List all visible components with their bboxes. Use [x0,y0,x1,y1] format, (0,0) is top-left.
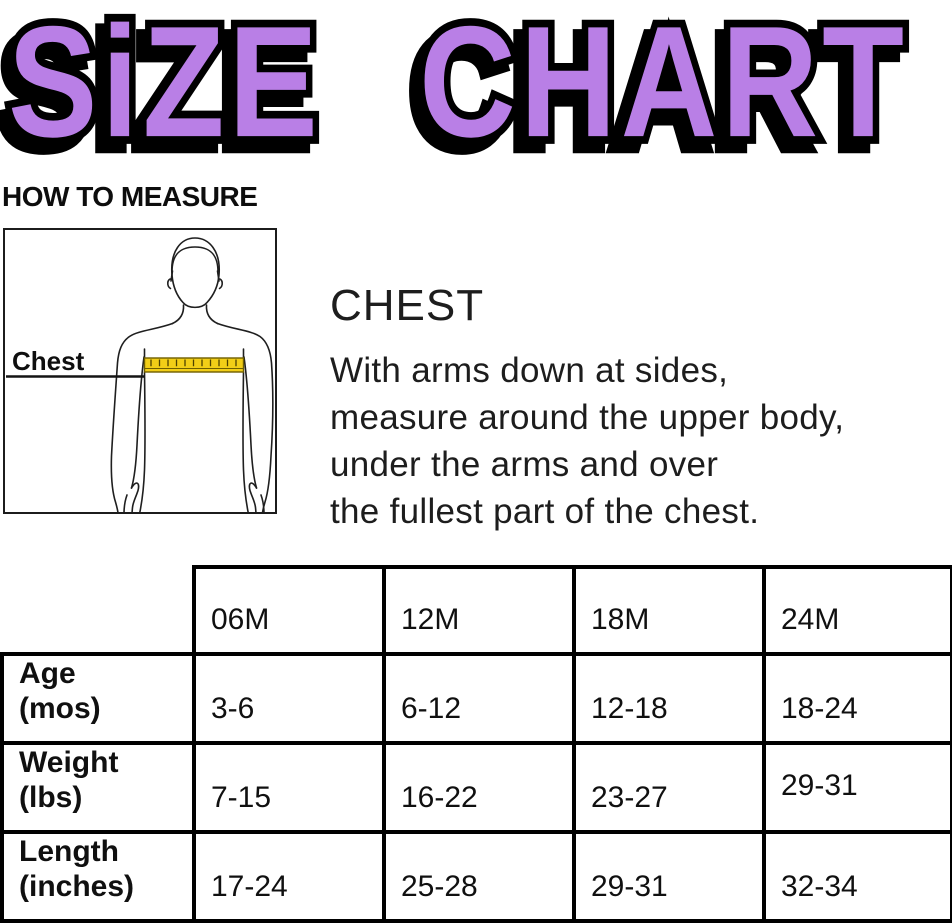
table-cell: 6-12 [384,654,574,743]
row-label-length [2,832,194,921]
row-label-unit: (inches) [19,870,135,903]
row-label-text: Length [19,835,119,868]
instruction-line: measure around the upper body, [330,398,845,437]
page-title: SiZE CHART SiZE CHART SiZE CHART [8,4,908,162]
table-corner-cell [2,567,194,654]
row-label-unit: (lbs) [19,781,83,814]
table-row-age [2,654,952,743]
table-row-weight [2,743,952,832]
size-chart-table [0,565,952,923]
row-label-unit: (mos) [19,692,101,725]
table-cell: 29-31 [574,832,764,921]
table-header-row [2,567,952,654]
row-label-text: Weight [19,746,119,779]
table-cell: 12-18 [574,654,764,743]
chest-instructions [330,281,844,535]
table-cell: 18-24 [764,654,952,743]
chest-section-title: CHEST [330,281,485,330]
body-figure-illustration [5,230,275,512]
column-header-18m: 18M [574,567,764,654]
table-cell: 32-34 [764,832,952,921]
table-cell: 25-28 [384,832,574,921]
row-label-text: Age [19,657,76,690]
how-to-measure-heading: HOW TO MEASURE [2,181,258,212]
table-cell: 7-15 [194,743,384,832]
instruction-line: under the arms and over [330,445,719,484]
column-header-06m: 06M [194,567,384,654]
column-header-12m: 12M [384,567,574,654]
table-cell: 17-24 [194,832,384,921]
table-cell: 16-22 [384,743,574,832]
table-cell: 29-31 [764,743,952,832]
table-cell: 3-6 [194,654,384,743]
instruction-line: the fullest part of the chest. [330,492,760,531]
row-label-weight [2,743,194,832]
chest-diagram-label: Chest [12,346,85,376]
table-row-length [2,832,952,921]
row-label-age [2,654,194,743]
column-header-24m: 24M [764,567,952,654]
torso-outline [111,238,272,512]
measurement-diagram [3,228,277,514]
instruction-line: With arms down at sides, [330,351,729,390]
measuring-tape-icon [145,358,244,372]
table-cell: 23-27 [574,743,764,832]
